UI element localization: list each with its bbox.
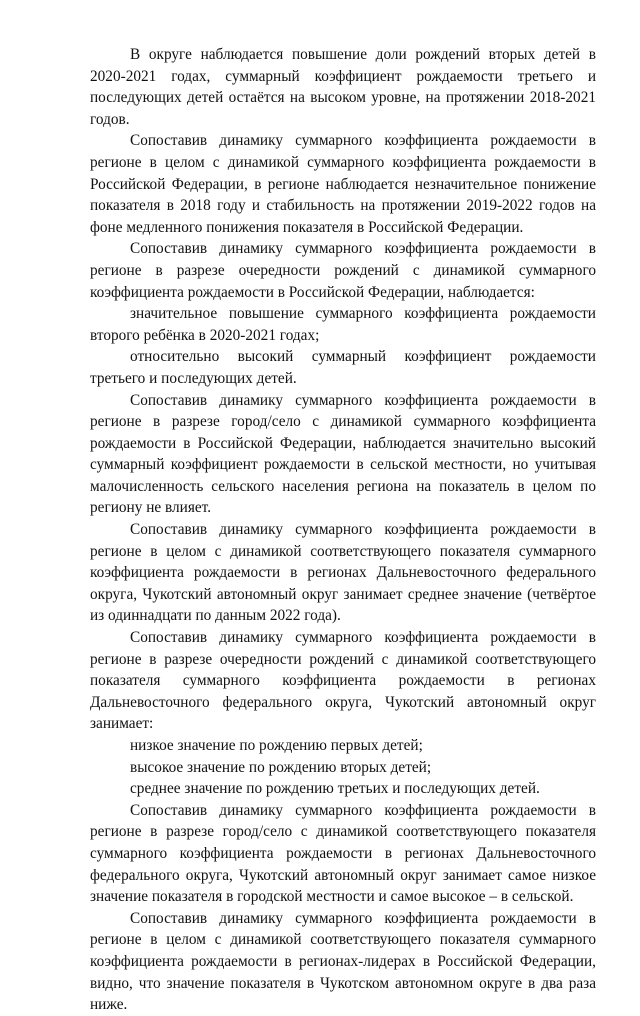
paragraph-birth-order-vs-russia: Сопоставив динамику суммарного коэффициента рождаемости в регионе в разрезе очередности рождений с динамикой суммарного коэффициента рождаемости в Российской Федерации, наблюдается: bbox=[90, 240, 596, 301]
paragraph-region-vs-leaders: Сопоставив динамику суммарного коэффициента рождаемости в регионе в целом с динамикой соответствующего показателя суммарного коэффициента рождаемости в регионах-лидерах в Российской Федерации, видно, что значение показателя в Чукотском автономном округе в два раза ниже. bbox=[90, 909, 596, 1014]
paragraph-urban-rural-vs-far-east: Сопоставив динамику суммарного коэффициента рождаемости в регионе в разрезе город/село с динамикой соответствующего показателя суммарного коэффициента рождаемости в регионах Дальневосточного федерального округа, Чукотский автономный округ занимает самое низкое значение показателя в городской местности и самое высокое – в сельской. bbox=[90, 801, 596, 906]
document-page bbox=[90, 44, 596, 1016]
list-item-second-births: высокое значение по рождению вторых детей; bbox=[130, 758, 432, 776]
paragraph-second-births: В округе наблюдается повышение доли рождений вторых детей в 2020-2021 годах, суммарный коэффициент рождаемости третьего и последующих детей остаётся на высоком уровне, на протяжении 2018-2021 годов. bbox=[90, 46, 596, 128]
paragraph-urban-rural-vs-russia: Сопоставив динамику суммарного коэффициента рождаемости в регионе в разрезе город/село с динамикой суммарного коэффициента рождаемости в Российской Федерации, наблюдается значительно высокий суммарный коэффициент рождаемости в сельской местности, но учитывая малочисленность сельского населения региона на показатель в целом по региону не влияет. bbox=[90, 391, 596, 517]
paragraph-birth-order-vs-far-east: Сопоставив динамику суммарного коэффициента рождаемости в регионе в разрезе очередности рождений с динамикой соответствующего показателя суммарного коэффициента рождаемости в регионах Дальневосточного федерального округа, Чукотский автономный округ занимает: bbox=[90, 629, 596, 733]
list-item-second-child: значительное повышение суммарного коэффициента рождаемости второго ребёнка в 2020-2021 годах; bbox=[90, 305, 596, 344]
paragraph-region-vs-far-east: Сопоставив динамику суммарного коэффициента рождаемости в регионе в целом с динамикой соответствующего показателя суммарного коэффициента рождаемости в регионах Дальневосточного федерального округа, Чукотский автономный округ занимает среднее значение (четвёртое из одиннадцати по данным 2022 года). bbox=[90, 521, 596, 625]
paragraph-region-vs-russia: Сопоставив динамику суммарного коэффициента рождаемости в регионе в целом с динамикой суммарного коэффициента рождаемости в Российской Федерации, в регионе наблюдается незначительное понижение показателя в 2018 году и стабильность на протяжении 2019-2022 годов на фоне медленного понижения показателя в Российской Федерации. bbox=[90, 132, 596, 236]
list-item-third-child: относительно высокий суммарный коэффициент рождаемости третьего и последующих детей. bbox=[90, 348, 596, 387]
list-item-third-births: среднее значение по рождению третьих и последующих детей. bbox=[130, 780, 540, 798]
list-item-first-births: низкое значение по рождению первых детей; bbox=[130, 737, 423, 754]
